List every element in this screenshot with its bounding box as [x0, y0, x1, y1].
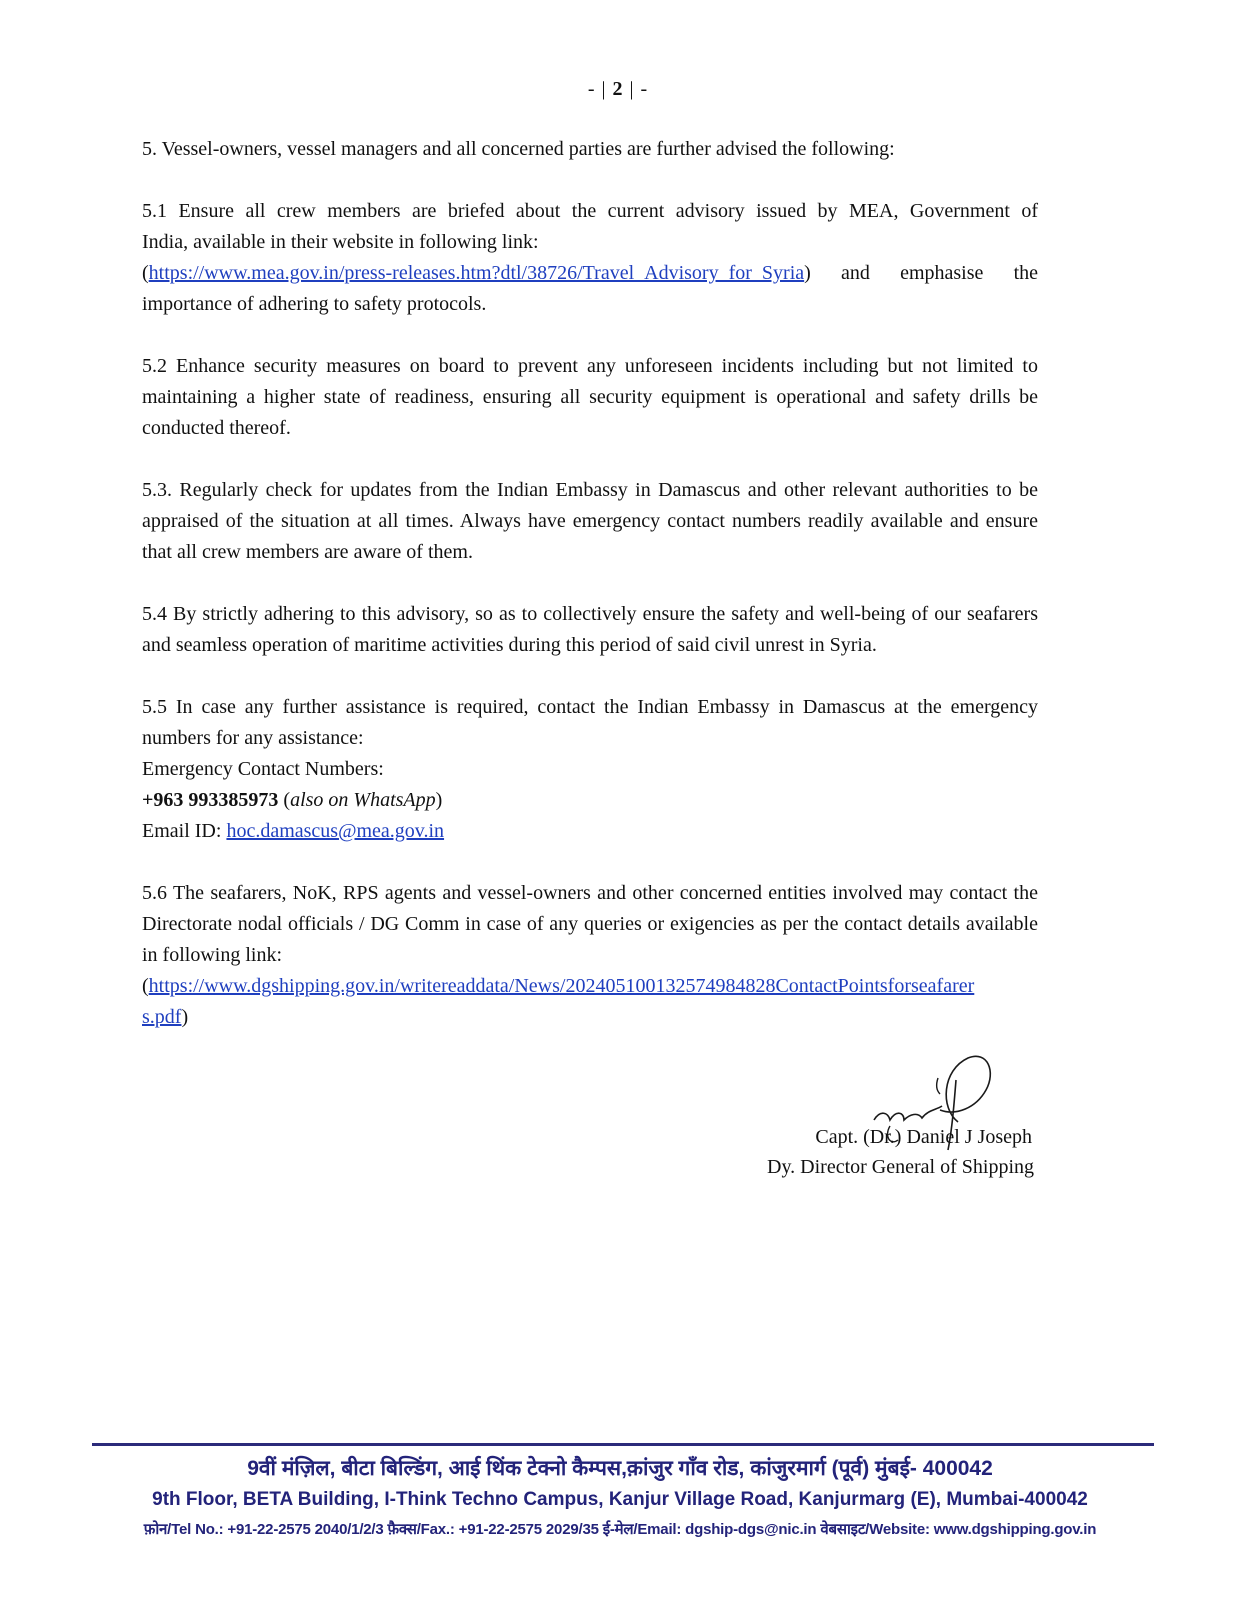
- signature-block: [640, 1050, 1040, 1190]
- open-paren: (: [142, 262, 149, 284]
- paragraph-5-5-text: 5.5 In case any further assistance is required, contact the Indian Embassy in Damascus at the emergency numbers for any assistance:: [142, 696, 1038, 749]
- footer-divider: [92, 1443, 1154, 1446]
- footer-contact-details: फ़ोन/Tel No.: +91-22-2575 2040/1/2/3 फ़ैक्स/Fax.: +91-22-2575 2029/35 ई-मेल/Email: dgship-dgs@nic.in वेबसाइट/Website: www.dgshipping.gov.in: [143, 1521, 1097, 1538]
- phone-note-open-paren: (: [278, 789, 291, 811]
- contact-points-link-part-2: s.pdf: [142, 1006, 182, 1028]
- paragraph-5-5: [142, 692, 1038, 847]
- document-body: [142, 134, 1038, 1064]
- contact-points-link[interactable]: [142, 975, 974, 1028]
- paragraph-5-intro: 5. Vessel-owners, vessel managers and all concerned parties are further advised the following:: [142, 138, 895, 160]
- contact-points-link-part-1: https://www.dgshipping.gov.in/writereaddata/News/202405100132574984828ContactPointsforseafarer: [148, 975, 975, 997]
- paragraph-5-1-line-1: 5.1 Ensure all crew members are briefed about the current advisory issued by MEA, Government of: [142, 200, 1038, 222]
- paragraph-5-1-after-link: ) and emphasise the: [804, 262, 1038, 284]
- paragraph-5-6-text: 5.6 The seafarers, NoK, RPS agents and vessel-owners and other concerned entities involved may contact the Directorate nodal officials / DG Comm in case of any queries or exigencies as per the contact details available in following link:: [142, 882, 1038, 966]
- close-paren: ): [181, 1006, 189, 1028]
- footer-address-hindi: 9वीं मंज़िल, बीटा बिल्डिंग, आई थिंक टेक्नो कैम्पस,क़ांजुर गाँव रोड, कांजुरमार्ग (पूर्व) मुंबई- 400042: [247, 1457, 993, 1480]
- paragraph-5-1-line-4: importance of adhering to safety protocols.: [142, 293, 487, 315]
- paragraph-5-1-line-3: [142, 258, 1038, 289]
- paragraph-5-1-line-2: India, available in their website in following link:: [142, 231, 539, 253]
- signatory-name: Capt. (Dr.) Daniel J Joseph: [815, 1126, 1032, 1148]
- page-number-prefix: - |: [587, 78, 613, 100]
- paragraph-5-1: [142, 196, 1038, 320]
- emergency-phone-line: [142, 785, 1038, 816]
- emergency-phone-number: +963 993385973: [142, 789, 279, 811]
- phone-note-close-paren: ): [435, 789, 443, 811]
- open-paren: (: [142, 975, 149, 997]
- contact-points-link-line: [142, 971, 1038, 1033]
- paragraph-5-4: 5.4 By strictly adhering to this advisory, so as to collectively ensure the safety and well-being of our seafarers and seamless operation of maritime activities during this period of said civil unrest in Syria.: [142, 603, 1038, 656]
- page-number: [0, 78, 1236, 101]
- whatsapp-note: also on WhatsApp: [290, 789, 436, 811]
- emergency-contact-heading: Emergency Contact Numbers:: [142, 758, 384, 780]
- email-label: Email ID:: [142, 820, 227, 842]
- signatory-title: Dy. Director General of Shipping: [767, 1156, 1034, 1178]
- embassy-email-link[interactable]: hoc.damascus@mea.gov.in: [226, 820, 445, 842]
- email-line: [142, 816, 1038, 847]
- page-number-value: 2: [612, 78, 624, 100]
- footer-address-english: 9th Floor, BETA Building, I-Think Techno Campus, Kanjur Village Road, Kanjurmarg (E), Mumbai-400042: [152, 1489, 1088, 1510]
- paragraph-5-2: 5.2 Enhance security measures on board to prevent any unforeseen incidents including but not limited to maintaining a higher state of readiness, ensuring all security equipment is operational and safety drills be conducted thereof.: [142, 355, 1038, 439]
- page-number-suffix: | -: [623, 78, 649, 100]
- paragraph-5-6: [142, 878, 1038, 1033]
- paragraph-5-3: 5.3. Regularly check for updates from the Indian Embassy in Damascus and other relevant authorities to be appraised of the situation at all times. Always have emergency contact numbers readily available and ensure that all crew members are aware of them.: [142, 479, 1038, 563]
- mea-advisory-link[interactable]: https://www.mea.gov.in/press-releases.htm?dtl/38726/Travel_Advisory_for_Syria: [148, 262, 805, 284]
